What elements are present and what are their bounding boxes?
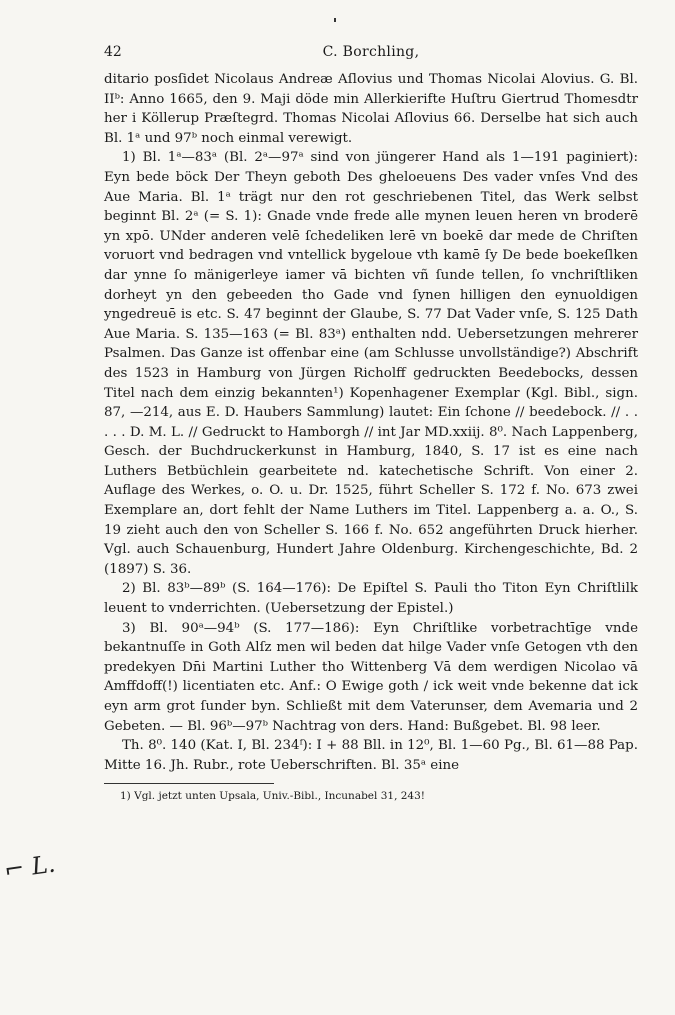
paragraph-item-2: 2) Bl. 83ᵇ—89ᵇ (S. 164—176): De Epiſtel S. Pauli tho Titon Eyn Chriſtlilk leuent to vnderrichten. (Uebersetzung der Epistel.) <box>104 581 638 617</box>
page-header <box>104 44 638 68</box>
paragraph-item-3: 3) Bl. 90ᵃ—94ᵇ (S. 177—186): Eyn Chriſtlike vorbetrachtīge vnde bekantnuſſe in Goth Alſz men wil beden dat hilge Vader vnſe Getogen vth den predekyen Dn̄i Martini Luther tho Wittenberg Vā dem werdigen Nicolao vā Amffdoff(!) licentiaten etc. Anf.: O Ewige goth / ick weit vnde bekenne dat ick eyn arm grot ſunder byn. Schließt mit dem Vaterunser, dem Avemaria und 2 Gebeten. — Bl. 96ᵇ—97ᵇ Nachtrag von ders. Hand: Bußgebet. Bl. 98 leer. <box>104 620 638 734</box>
paragraph-item-1: 1) Bl. 1ᵃ—83ᵃ (Bl. 2ᵃ—97ᵃ sind von jüngerer Hand als 1—191 paginiert): Eyn bede böck Der Theyn geboth Des gheloeuens Des vader vnſes Vnd des Aue Maria. Bl. 1ᵃ trägt nur den rot geschriebenen Titel, das Werk selbst beginnt Bl. 2ᵃ (= S. 1): Gnade vnde frede alle mynen leuen heren vn broderē yn xpō. UNder anderen velē ſchedeliken lerē vn boekē dar mede de Chriſten voruort vnd bedragen vnd vntellick bygeloue vth kamē ſy De bede boekeſlken dar ynne ſo mänigerleye iamer vā bichten vñ ſunde tellen, ſo vnchriſtliken dorheyt yn den gebeeden tho Gade vnd ſynen hilligen den eynuoldigen yngedreuē is etc. S. 47 beginnt der Glaube, S. 77 Dat Vader vnſe, S. 125 Dath Aue Maria. S. 135—163 (= Bl. 83ᵃ) enthalten ndd. Uebersetzungen mehrerer Psalmen. Das Ganze ist offenbar eine (am Schlusse unvollständige?) Abschrift des 1523 in Hamburg von Jürgen Richolff gedruckten Beedebocks, dessen Titel nach dem einzig bekannten¹) Kopenhagener Exemplar (Kgl. Bibl., sign. 87, —214, aus E. D. Haubers Sammlung) lautet: Ein ſchone // beedebock. // . . . . . D. M. L. // Gedruckt to Hamborgh // int Jar MD.xxiij. 8⁰. Nach Lappenberg, Gesch. der Buchdruckerkunst in Hamburg, 1840, S. 17 ist es eine nach Luthers Betbüchlein gearbeitete nd. katechetische Schrift. Von einer 2. Auflage des Werkes, o. O. u. Dr. 1525, führt Scheller S. 172 f. No. 673 zwei Exemplare an, dort fehlt der Name Luthers im Titel. Lappenberg a. a. O., S. 19 zieht auch den von Scheller S. 166 f. No. 652 angeführten Druck hierher. Vgl. auch Schauenburg, Hundert Jahre Oldenburg. Kirchengeschichte, Bd. 2 (1897) S. 36. <box>104 150 638 577</box>
footnote-divider <box>104 783 274 784</box>
paragraph-provenance: ditario posſidet Nicolaus Andreæ Aſlovius und Thomas Nicolai Alovius. G. Bl. IIᵇ: Anno 1665, den 9. Maji döde min Allerkierifte Huſtru Giertrud Thomesdtr her i Köllerup Præſtegrd. Thomas Nicolai Aſlovius 66. Derselbe hat sich auch Bl. 1ᵃ und 97ᵇ noch einmal verewigt. <box>104 72 638 146</box>
page-number: 42 <box>104 44 122 60</box>
running-head: C. Borchling, <box>322 44 420 60</box>
paragraph-next-entry: Th. 8⁰. 140 (Kat. I, Bl. 234ᶠ): I + 88 Bll. in 12⁰, Bl. 1—60 Pg., Bl. 61—88 Pap. Mitte 16. Jh. Rubr., rote Ueberschriften. Bl. 35ᵃ eine <box>104 738 638 773</box>
ink-spot <box>334 18 336 22</box>
body-text <box>104 70 638 775</box>
footnote: 1) Vgl. jetzt unten Upsala, Univ.-Bibl., Incunabel 31, 243! <box>120 790 426 803</box>
margin-annotation: ⌐ L. <box>2 849 58 885</box>
document-page <box>104 44 638 804</box>
